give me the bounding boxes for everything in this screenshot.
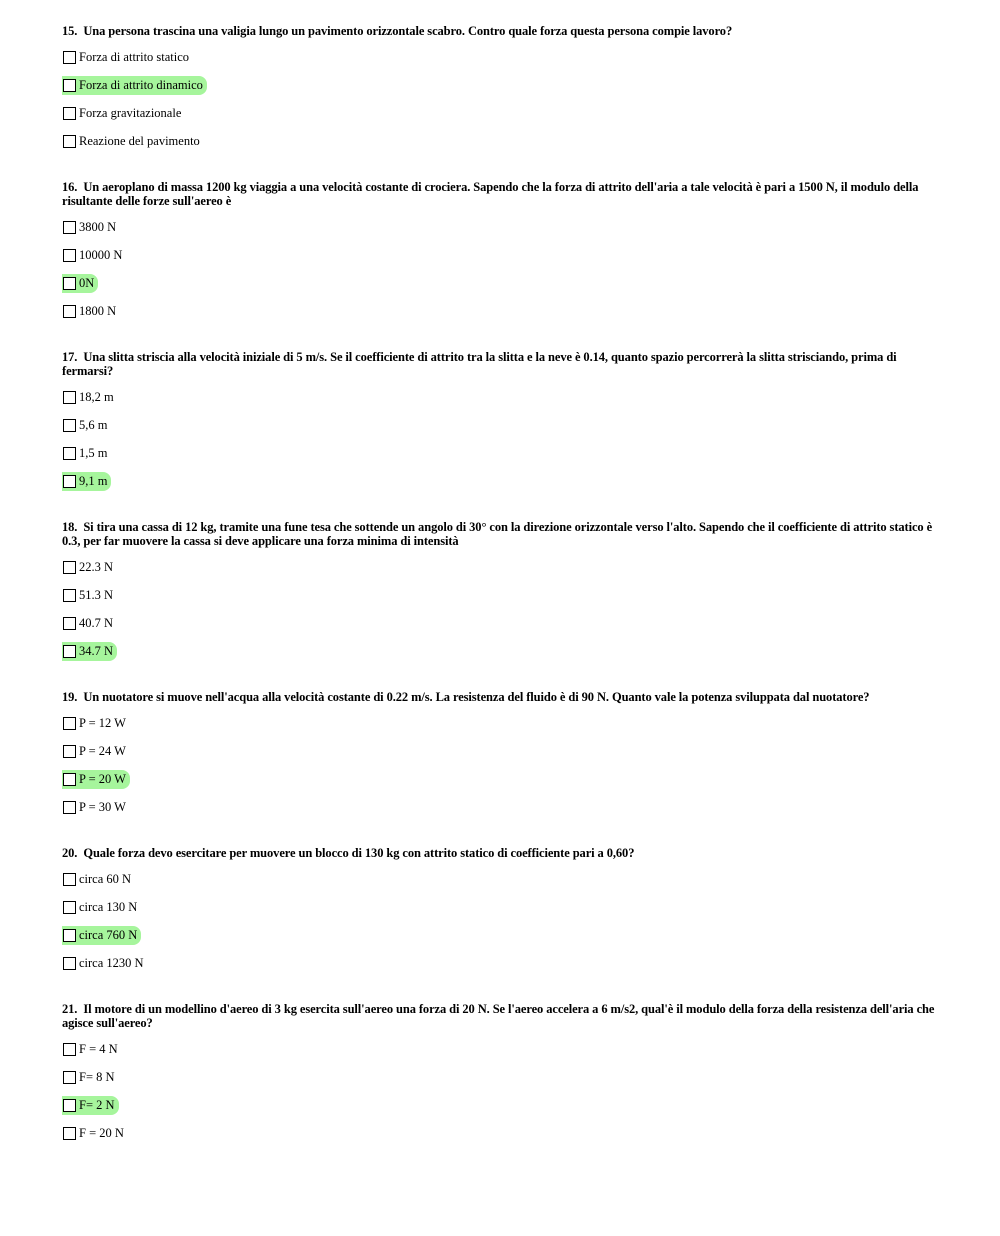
answer-label: P = 20 W (79, 771, 126, 786)
question-body: Una slitta striscia alla velocità iniziale di 5 m/s. Se il coefficiente di attrito tra la slitta e la neve è 0.14, quanto spazio percorrerà la slitta strisciando, prima di fermarsi? (62, 350, 897, 378)
answer-option-wrapper (62, 898, 141, 917)
answer-option-wrapper (62, 926, 141, 945)
answer-checkbox[interactable] (63, 801, 76, 814)
answer-checkbox[interactable] (63, 929, 76, 942)
question-18 (62, 520, 938, 665)
answer-option[interactable] (62, 1119, 938, 1147)
question-body: Una persona trascina una valigia lungo un pavimento orizzontale scabro. Contro quale forza questa persona compie lavoro? (83, 24, 733, 38)
question-text (62, 180, 938, 208)
answer-checkbox[interactable] (63, 107, 76, 120)
answer-option[interactable] (62, 949, 938, 977)
question-body: Quale forza devo esercitare per muovere un blocco di 130 kg con attrito statico di coefficiente pari a 0,60? (83, 846, 635, 860)
answer-label: 5,6 m (79, 417, 108, 432)
answer-label: P = 12 W (79, 715, 126, 730)
answer-checkbox[interactable] (63, 419, 76, 432)
question-text (62, 1002, 938, 1030)
answer-option-wrapper (62, 770, 130, 789)
answer-checkbox[interactable] (63, 745, 76, 758)
question-body: Si tira una cassa di 12 kg, tramite una fune tesa che sottende un angolo di 30° con la direzione orizzontale verso l'alto. Sapendo che il coefficiente di attrito statico è 0.3, per far muovere la cassa si deve applicare una forza minima di intensità (62, 520, 933, 548)
question-body: Un nuotatore si muove nell'acqua alla velocità costante di 0.22 m/s. La resistenza del fluido è di 90 N. Quanto vale la potenza sviluppata dal nuotatore? (83, 690, 870, 704)
answer-option-wrapper (62, 472, 111, 491)
answer-option-correct[interactable] (62, 467, 938, 495)
answer-label: 1,5 m (79, 445, 108, 460)
answer-label: F = 4 N (79, 1041, 118, 1056)
answer-option-wrapper (62, 586, 117, 605)
answer-label: 40.7 N (79, 615, 114, 630)
answer-label: F= 8 N (79, 1069, 115, 1084)
option-list (62, 43, 938, 155)
answer-option-wrapper (62, 798, 130, 817)
question-number: 18. (62, 520, 78, 534)
answer-option-wrapper (62, 104, 185, 123)
answer-option-wrapper (62, 1096, 119, 1115)
question-15 (62, 24, 938, 155)
answer-label: 10000 N (79, 247, 123, 262)
answer-option[interactable] (62, 893, 938, 921)
answer-option-wrapper (62, 714, 130, 733)
question-17 (62, 350, 938, 495)
answer-option-wrapper (62, 48, 193, 67)
question-number: 15. (62, 24, 78, 38)
answer-label: circa 760 N (79, 927, 138, 942)
question-16 (62, 180, 938, 325)
answer-checkbox[interactable] (63, 957, 76, 970)
answer-checkbox[interactable] (63, 561, 76, 574)
answer-option-correct[interactable] (62, 765, 938, 793)
option-list (62, 383, 938, 495)
answer-label: 1800 N (79, 303, 117, 318)
answer-option-wrapper (62, 1068, 119, 1087)
answer-label: F= 2 N (79, 1097, 115, 1112)
answer-option-wrapper (62, 388, 118, 407)
answer-option[interactable] (62, 43, 938, 71)
answer-label: 34.7 N (79, 643, 114, 658)
question-text (62, 350, 938, 378)
answer-label: 0N (79, 275, 95, 290)
answer-option[interactable] (62, 581, 938, 609)
answer-checkbox[interactable] (63, 475, 76, 488)
answer-checkbox[interactable] (63, 589, 76, 602)
answer-option-wrapper (62, 1040, 122, 1059)
answer-option-wrapper (62, 274, 98, 293)
answer-option[interactable] (62, 383, 938, 411)
answer-option[interactable] (62, 609, 938, 637)
answer-label: Forza di attrito statico (79, 49, 190, 64)
answer-checkbox[interactable] (63, 717, 76, 730)
answer-option-correct[interactable] (62, 637, 938, 665)
answer-label: 18,2 m (79, 389, 114, 404)
answer-checkbox[interactable] (63, 447, 76, 460)
answer-checkbox[interactable] (63, 277, 76, 290)
option-list (62, 553, 938, 665)
answer-option-wrapper (62, 76, 207, 95)
answer-label: circa 1230 N (79, 955, 144, 970)
answer-checkbox[interactable] (63, 1043, 76, 1056)
answer-checkbox[interactable] (63, 305, 76, 318)
answer-option-wrapper (62, 416, 111, 435)
answer-option-wrapper (62, 1124, 128, 1143)
answer-option[interactable] (62, 99, 938, 127)
answer-option-wrapper (62, 870, 135, 889)
question-21 (62, 1002, 938, 1147)
answer-checkbox[interactable] (63, 391, 76, 404)
answer-checkbox[interactable] (63, 617, 76, 630)
answer-checkbox[interactable] (63, 79, 76, 92)
answer-option-wrapper (62, 302, 120, 321)
answer-option[interactable] (62, 241, 938, 269)
answer-option[interactable] (62, 213, 938, 241)
question-body: Un aeroplano di massa 1200 kg viaggia a una velocità costante di crociera. Sapendo che la forza di attrito dell'aria a tale velocità è pari a 1500 N, il modulo della risultante delle forze sull'aereo è (62, 180, 919, 208)
question-body: Il motore di un modellino d'aereo di 3 kg esercita sull'aereo una forza di 20 N. Se l'aereo accelera a 6 m/s2, qual'è il modulo della forza della resistenza dell'aria che agisce sull'aereo? (62, 1002, 935, 1030)
answer-checkbox[interactable] (63, 249, 76, 262)
answer-option[interactable] (62, 297, 938, 325)
answer-option[interactable] (62, 709, 938, 737)
answer-label: Reazione del pavimento (79, 133, 200, 148)
answer-option[interactable] (62, 1063, 938, 1091)
question-text (62, 520, 938, 548)
answer-option-wrapper (62, 642, 117, 661)
answer-option-wrapper (62, 742, 130, 761)
question-20 (62, 846, 938, 977)
question-19 (62, 690, 938, 821)
answer-option-wrapper (62, 218, 120, 237)
answer-option[interactable] (62, 411, 938, 439)
answer-label: F = 20 N (79, 1125, 124, 1140)
option-list (62, 1035, 938, 1147)
answer-label: 22.3 N (79, 559, 114, 574)
question-text (62, 846, 938, 860)
answer-checkbox[interactable] (63, 51, 76, 64)
answer-label: P = 24 W (79, 743, 126, 758)
question-text (62, 24, 938, 38)
question-number: 20. (62, 846, 78, 860)
answer-label: 9,1 m (79, 473, 108, 488)
answer-checkbox[interactable] (63, 1127, 76, 1140)
answer-label: 51.3 N (79, 587, 114, 602)
question-text (62, 690, 938, 704)
answer-option[interactable] (62, 553, 938, 581)
option-list (62, 709, 938, 821)
answer-checkbox[interactable] (63, 1071, 76, 1084)
answer-checkbox[interactable] (63, 901, 76, 914)
answer-option[interactable] (62, 865, 938, 893)
answer-option-wrapper (62, 246, 126, 265)
answer-checkbox[interactable] (63, 873, 76, 886)
answer-label: circa 130 N (79, 899, 138, 914)
answer-label: Forza di attrito dinamico (79, 77, 203, 92)
answer-checkbox[interactable] (63, 773, 76, 786)
answer-option[interactable] (62, 127, 938, 155)
answer-label: 3800 N (79, 219, 117, 234)
answer-option[interactable] (62, 737, 938, 765)
answer-option-correct[interactable] (62, 71, 938, 99)
answer-option[interactable] (62, 793, 938, 821)
option-list (62, 865, 938, 977)
answer-option-wrapper (62, 954, 148, 973)
answer-label: Forza gravitazionale (79, 105, 182, 120)
answer-option-wrapper (62, 614, 117, 633)
question-number: 19. (62, 690, 78, 704)
answer-option-correct[interactable] (62, 1091, 938, 1119)
answer-option-wrapper (62, 444, 111, 463)
answer-option-wrapper (62, 558, 117, 577)
answer-option-wrapper (62, 132, 204, 151)
answer-label: circa 60 N (79, 871, 132, 886)
answer-option-correct[interactable] (62, 921, 938, 949)
answer-checkbox[interactable] (63, 135, 76, 148)
question-number: 21. (62, 1002, 78, 1016)
answer-option-correct[interactable] (62, 269, 938, 297)
question-number: 17. (62, 350, 78, 364)
option-list (62, 213, 938, 325)
answer-checkbox[interactable] (63, 645, 76, 658)
question-number: 16. (62, 180, 78, 194)
answer-option[interactable] (62, 1035, 938, 1063)
answer-label: P = 30 W (79, 799, 126, 814)
answer-option[interactable] (62, 439, 938, 467)
answer-checkbox[interactable] (63, 1099, 76, 1112)
answer-checkbox[interactable] (63, 221, 76, 234)
quiz-page (62, 24, 938, 1172)
